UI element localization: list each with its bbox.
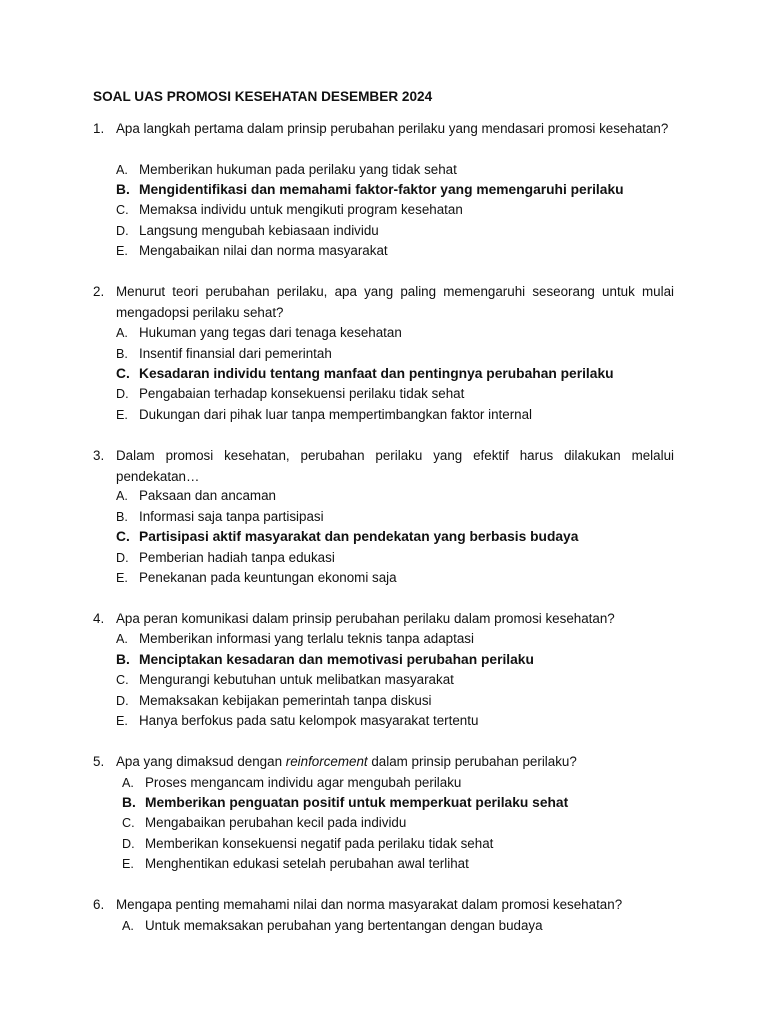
- option-letter: D.: [116, 694, 129, 708]
- question-number: 4.: [93, 611, 105, 626]
- option-letter: B.: [116, 347, 128, 361]
- option-letter: E.: [116, 244, 128, 258]
- option-text: Paksaan dan ancaman: [139, 488, 276, 503]
- question-number: 2.: [93, 284, 105, 299]
- document-title: SOAL UAS PROMOSI KESEHATAN DESEMBER 2024: [93, 89, 433, 104]
- question-number: 6.: [93, 897, 105, 912]
- question-number: 1.: [93, 121, 105, 136]
- option-text: Memaksa individu untuk mengikuti program kesehatan: [139, 202, 463, 217]
- option-text: Informasi saja tanpa partisipasi: [139, 509, 324, 524]
- option-text: Mengabaikan nilai dan norma masyarakat: [139, 243, 388, 258]
- option-text: Langsung mengubah kebiasaan individu: [139, 223, 379, 238]
- option-text: Partisipasi aktif masyarakat dan pendekatan yang berbasis budaya: [139, 529, 579, 544]
- option-text: Memberikan penguatan positif untuk memperkuat perilaku sehat: [145, 795, 569, 810]
- option-text: Memberikan konsekuensi negatif pada perilaku tidak sehat: [145, 836, 494, 851]
- option-letter: C.: [116, 203, 129, 217]
- option-letter: A.: [116, 632, 128, 646]
- option-letter: B.: [116, 652, 130, 667]
- option-text: Mengurangi kebutuhan untuk melibatkan masyarakat: [139, 672, 454, 687]
- option-letter: A.: [122, 776, 134, 790]
- question-text: [116, 752, 674, 773]
- option-text: Dukungan dari pihak luar tanpa mempertimbangkan faktor internal: [139, 407, 533, 422]
- question-text-part: Apa yang dimaksud dengan: [116, 754, 286, 769]
- option-letter: C.: [122, 816, 135, 830]
- option-letter: B.: [122, 795, 136, 810]
- option-letter: E.: [122, 857, 134, 871]
- option-letter: D.: [122, 837, 135, 851]
- option-letter: D.: [116, 551, 129, 565]
- option-text: Memberikan hukuman pada perilaku yang tidak sehat: [139, 162, 457, 177]
- option-text: Kesadaran individu tentang manfaat dan pentingnya perubahan perilaku: [139, 366, 614, 381]
- option-text: Untuk memaksakan perubahan yang bertentangan dengan budaya: [145, 918, 543, 933]
- option-text: Hukuman yang tegas dari tenaga kesehatan: [139, 325, 402, 340]
- option-letter: D.: [116, 224, 129, 238]
- option-letter: E.: [116, 714, 128, 728]
- option-text: Memaksakan kebijakan pemerintah tanpa diskusi: [139, 693, 432, 708]
- option-letter: A.: [116, 326, 128, 340]
- option-letter: C.: [116, 673, 129, 687]
- option-letter: A.: [116, 489, 128, 503]
- question-text: Mengapa penting memahami nilai dan norma masyarakat dalam promosi kesehatan?: [116, 897, 623, 912]
- option-text: Penekanan pada keuntungan ekonomi saja: [139, 570, 397, 585]
- question-text: Apa langkah pertama dalam prinsip perubahan perilaku yang mendasari promosi kesehatan?: [116, 121, 669, 136]
- option-letter: B.: [116, 182, 130, 197]
- option-letter: C.: [116, 529, 130, 544]
- question-text: Dalam promosi kesehatan, perubahan perilaku yang efektif harus dilakukan melalui pendekatan…: [116, 448, 674, 484]
- question-number: 5.: [93, 754, 105, 769]
- option-letter: E.: [116, 408, 128, 422]
- option-text: Pengabaian terhadap konsekuensi perilaku tidak sehat: [139, 386, 465, 401]
- question-text-italic: reinforcement: [285, 754, 368, 769]
- question-text-part: dalam prinsip perubahan perilaku?: [367, 754, 577, 769]
- option-text: Pemberian hadiah tanpa edukasi: [139, 550, 335, 565]
- option-text: Hanya berfokus pada satu kelompok masyarakat tertentu: [139, 713, 479, 728]
- option-text: Memberikan informasi yang terlalu teknis tanpa adaptasi: [139, 631, 474, 646]
- option-text: Mengabaikan perubahan kecil pada individu: [145, 815, 407, 830]
- option-letter: D.: [116, 387, 129, 401]
- option-letter: C.: [116, 366, 130, 381]
- option-text: Proses mengancam individu agar mengubah perilaku: [145, 775, 462, 790]
- option-text: Insentif finansial dari pemerintah: [139, 346, 332, 361]
- option-letter: E.: [116, 571, 128, 585]
- question-number: 3.: [93, 448, 105, 463]
- option-text: Menciptakan kesadaran dan memotivasi perubahan perilaku: [139, 652, 534, 667]
- option-text: Mengidentifikasi dan memahami faktor-faktor yang memengaruhi perilaku: [139, 182, 624, 197]
- question-text: Apa peran komunikasi dalam prinsip perubahan perilaku dalam promosi kesehatan?: [116, 611, 615, 626]
- question-text: Menurut teori perubahan perilaku, apa yang paling memengaruhi seseorang untuk mulai mengadopsi perilaku sehat?: [116, 284, 674, 320]
- option-letter: A.: [116, 163, 128, 177]
- option-text: Menghentikan edukasi setelah perubahan awal terlihat: [145, 856, 469, 871]
- option-letter: B.: [116, 510, 128, 524]
- option-letter: A.: [122, 919, 134, 933]
